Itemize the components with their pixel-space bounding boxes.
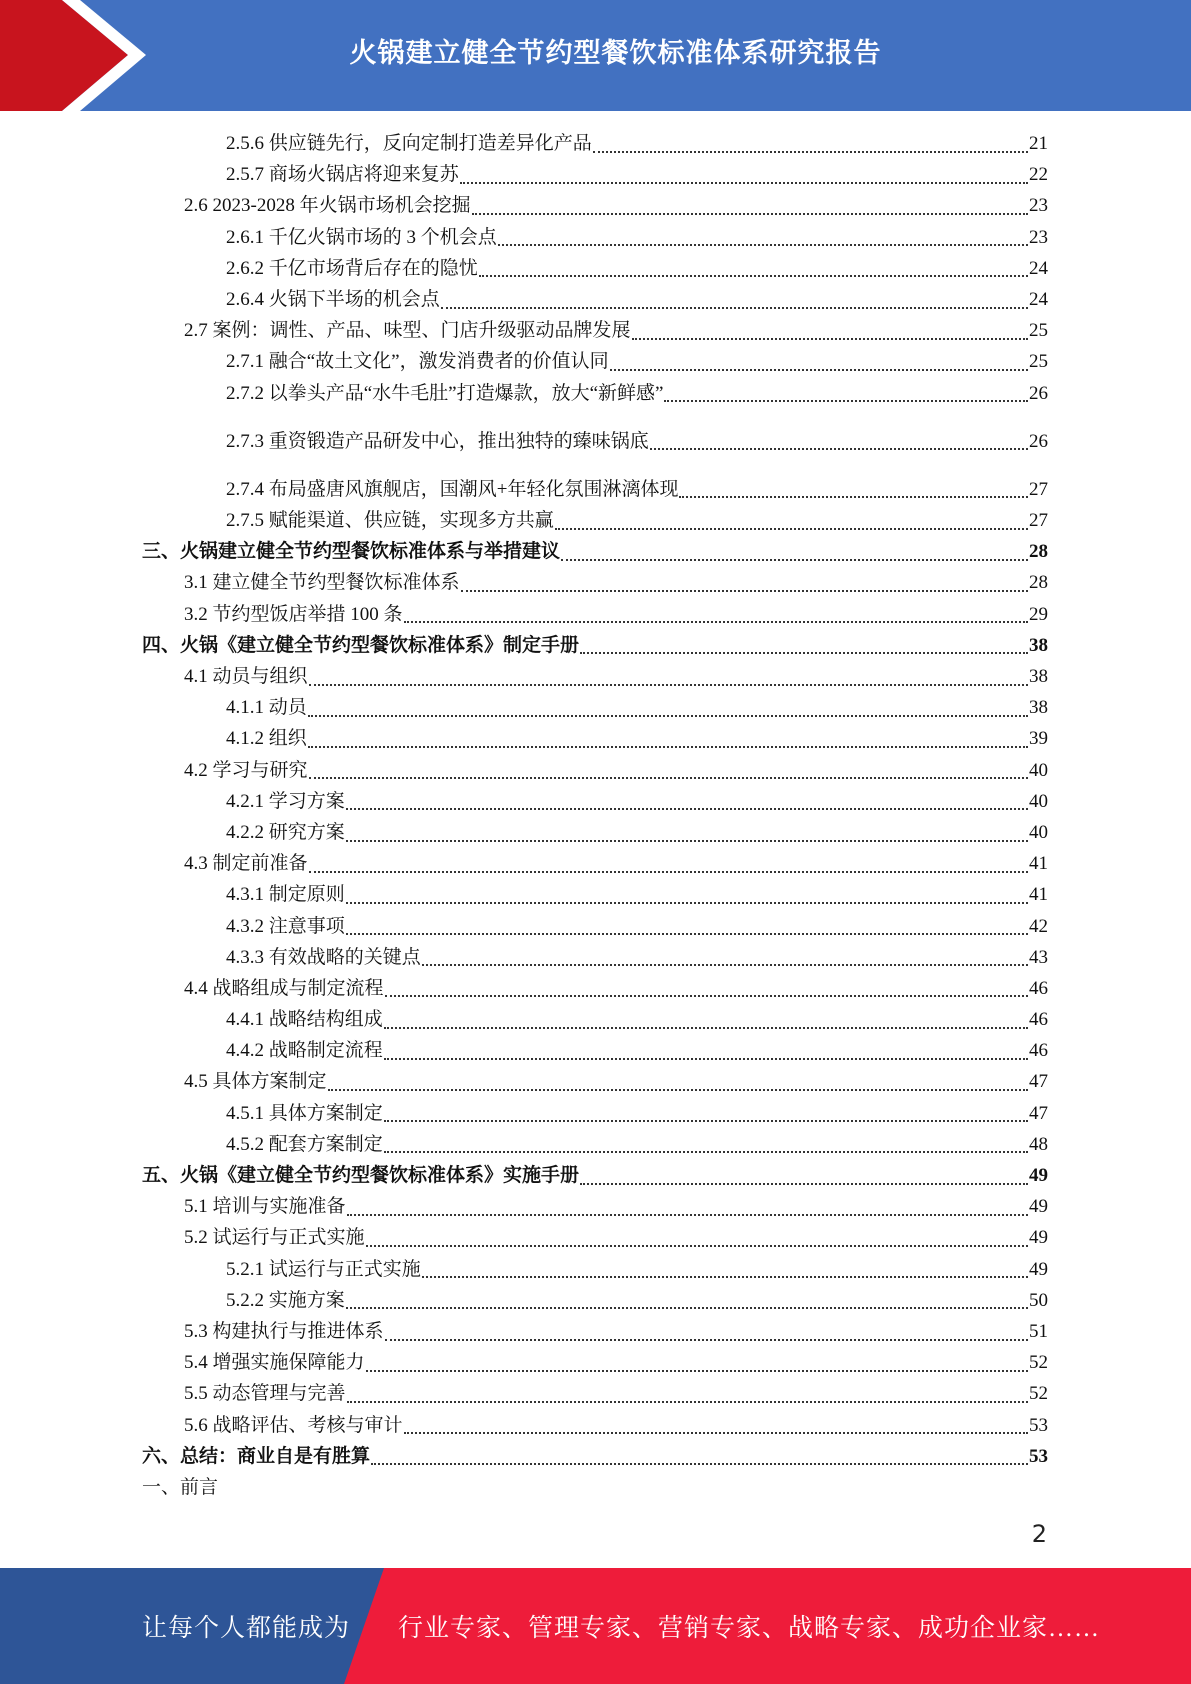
toc-entry-label: 4.3 制定前准备 bbox=[184, 853, 308, 875]
toc-entry-label: 4.3.3 有效战略的关键点 bbox=[226, 946, 421, 968]
toc-entry[interactable] bbox=[142, 253, 1048, 284]
toc-entry[interactable] bbox=[142, 159, 1048, 190]
toc-entry[interactable] bbox=[142, 911, 1048, 942]
toc-entry[interactable] bbox=[142, 1066, 1048, 1097]
toc-dot-leader bbox=[610, 369, 1028, 371]
toc-dot-leader bbox=[460, 182, 1028, 184]
toc-entry[interactable] bbox=[142, 536, 1048, 567]
toc-entry-page: 40 bbox=[1029, 759, 1048, 781]
toc-entry-label: 四、火锅《建立健全节约型餐饮标准体系》制定手册 bbox=[142, 634, 580, 656]
toc-entry-page: 49 bbox=[1029, 1227, 1048, 1249]
toc-entry-label: 4.4 战略组成与制定流程 bbox=[184, 977, 384, 999]
page-number: 2 bbox=[1031, 1520, 1047, 1548]
toc-entry[interactable] bbox=[142, 284, 1048, 315]
toc-entry-page: 38 bbox=[1029, 697, 1048, 719]
document-title: 火锅建立健全节约型餐饮标准体系研究报告 bbox=[349, 37, 882, 69]
toc-dot-leader bbox=[385, 995, 1028, 997]
toc-entry-page: 23 bbox=[1029, 195, 1048, 217]
toc-entry[interactable] bbox=[142, 599, 1048, 630]
toc-entry-page: 52 bbox=[1029, 1352, 1048, 1374]
toc-entry-page: 50 bbox=[1029, 1289, 1048, 1311]
toc-entry-page: 46 bbox=[1029, 1040, 1048, 1062]
page-header bbox=[0, 0, 1191, 111]
toc-entry-label: 2.7.5 赋能渠道、供应链，实现多方共赢 bbox=[226, 510, 554, 532]
toc-entry-page: 49 bbox=[1029, 1196, 1048, 1218]
toc-dot-leader bbox=[371, 1463, 1028, 1465]
toc-dot-leader bbox=[664, 400, 1028, 402]
toc-entry-label: 五、火锅《建立健全节约型餐饮标准体系》实施手册 bbox=[142, 1165, 580, 1186]
toc-entry[interactable] bbox=[142, 786, 1048, 817]
toc-dot-leader bbox=[472, 213, 1028, 215]
toc-entry-page: 49 bbox=[1029, 1258, 1048, 1280]
toc-entry-label: 4.5.1 具体方案制定 bbox=[226, 1102, 383, 1124]
toc-dot-leader bbox=[308, 746, 1028, 748]
toc-entry-page: 49 bbox=[1029, 1165, 1048, 1186]
toc-dot-leader bbox=[561, 559, 1028, 561]
toc-entry-label: 2.7.2 以拳头产品“水牛毛肚”打造爆款，放大“新鲜感” bbox=[226, 382, 664, 404]
toc-entry-label: 4.3.1 制定原则 bbox=[226, 884, 345, 906]
toc-dot-leader bbox=[422, 964, 1028, 966]
toc-dot-leader bbox=[650, 448, 1028, 450]
toc-entry[interactable] bbox=[142, 1254, 1048, 1285]
toc-dot-leader bbox=[347, 1214, 1028, 1216]
toc-entry[interactable] bbox=[142, 315, 1048, 346]
toc-entry-page: 29 bbox=[1029, 603, 1048, 625]
toc-entry-label: 2.6.1 千亿火锅市场的 3 个机会点 bbox=[226, 226, 497, 248]
toc-dot-leader bbox=[346, 933, 1028, 935]
toc-entry-page: 27 bbox=[1029, 478, 1048, 500]
toc-dot-leader bbox=[346, 1307, 1028, 1309]
toc-entry-label: 三、火锅建立健全节约型餐饮标准体系与举措建议 bbox=[142, 541, 561, 563]
toc-entry[interactable] bbox=[142, 567, 1048, 598]
toc-entry[interactable] bbox=[142, 1410, 1048, 1441]
toc-dot-leader bbox=[385, 1339, 1028, 1341]
toc-entry-label: 5.4 增强实施保障能力 bbox=[184, 1352, 365, 1374]
toc-entry-page: 52 bbox=[1029, 1383, 1048, 1405]
toc-entry[interactable] bbox=[142, 426, 1048, 457]
toc-entry-page: 46 bbox=[1029, 977, 1048, 999]
toc-entry[interactable] bbox=[142, 378, 1048, 409]
toc-dot-leader bbox=[309, 777, 1028, 779]
toc-entry[interactable] bbox=[142, 848, 1048, 879]
toc-entry-page: 28 bbox=[1029, 541, 1048, 563]
toc-entry-label: 4.3.2 注意事项 bbox=[226, 915, 345, 937]
section-heading-preface: 一、前言 bbox=[142, 1476, 219, 1498]
toc-entry[interactable] bbox=[142, 817, 1048, 848]
toc-entry[interactable] bbox=[142, 346, 1048, 377]
toc-entry-label: 2.6 2023-2028 年火锅市场机会挖掘 bbox=[184, 195, 471, 217]
toc-entry-page: 28 bbox=[1029, 572, 1048, 594]
toc-entry[interactable] bbox=[142, 474, 1048, 505]
toc-entry-label: 4.2 学习与研究 bbox=[184, 759, 308, 781]
toc-dot-leader bbox=[441, 307, 1028, 309]
toc-dot-leader bbox=[404, 621, 1028, 623]
toc-entry-label: 4.5.2 配套方案制定 bbox=[226, 1133, 383, 1155]
toc-entry-page: 40 bbox=[1029, 821, 1048, 843]
footer-slogan-left: 让每个人都能成为 bbox=[142, 1615, 351, 1642]
toc-entry-label: 5.6 战略评估、考核与审计 bbox=[184, 1414, 403, 1436]
toc-dot-leader bbox=[404, 1432, 1028, 1434]
toc-dot-leader bbox=[580, 1183, 1028, 1185]
toc-entry-label: 5.2.2 实施方案 bbox=[226, 1289, 345, 1311]
toc-entry-label: 5.2.1 试运行与正式实施 bbox=[226, 1258, 421, 1280]
toc-dot-leader bbox=[384, 1120, 1028, 1122]
toc-entry-label: 2.7.3 重资锻造产品研发中心，推出独特的臻味锅底 bbox=[226, 430, 649, 452]
toc-entry-label: 5.1 培训与实施准备 bbox=[184, 1196, 346, 1218]
toc-entry-label: 5.5 动态管理与完善 bbox=[184, 1383, 346, 1405]
toc-entry[interactable] bbox=[142, 1004, 1048, 1035]
toc-entry[interactable] bbox=[142, 1347, 1048, 1378]
table-of-contents bbox=[142, 128, 1048, 1503]
toc-entry-label: 2.6.2 千亿市场背后存在的隐忧 bbox=[226, 257, 478, 279]
toc-dot-leader bbox=[580, 652, 1028, 654]
toc-entry-page: 53 bbox=[1029, 1445, 1048, 1467]
toc-entry-label: 4.4.1 战略结构组成 bbox=[226, 1009, 383, 1031]
toc-dot-leader bbox=[308, 715, 1028, 717]
toc-dot-leader bbox=[498, 244, 1028, 246]
toc-dot-leader bbox=[309, 684, 1028, 686]
toc-entry[interactable] bbox=[142, 1441, 1048, 1472]
toc-entry-label: 2.5.7 商场火锅店将迎来复苏 bbox=[226, 164, 459, 186]
toc-entry-page: 51 bbox=[1029, 1320, 1048, 1342]
toc-entry-page: 27 bbox=[1029, 510, 1048, 532]
toc-dot-leader bbox=[366, 1370, 1028, 1372]
toc-entry-label: 2.5.6 供应链先行，反向定制打造差异化产品 bbox=[226, 133, 592, 154]
toc-entry[interactable] bbox=[142, 1378, 1048, 1409]
toc-entry-page: 43 bbox=[1029, 946, 1048, 968]
toc-entry[interactable] bbox=[142, 1191, 1048, 1222]
toc-entry-label: 4.5 具体方案制定 bbox=[184, 1071, 327, 1093]
toc-entry-label: 4.2.1 学习方案 bbox=[226, 790, 345, 812]
toc-dot-leader bbox=[309, 871, 1028, 873]
toc-entry-label: 3.2 节约型饭店举措 100 条 bbox=[184, 603, 403, 625]
toc-entry[interactable] bbox=[142, 879, 1048, 910]
toc-entry[interactable] bbox=[142, 1129, 1048, 1160]
toc-dot-leader bbox=[347, 1401, 1028, 1403]
toc-entry-page: 53 bbox=[1029, 1414, 1048, 1436]
toc-entry-page: 24 bbox=[1029, 288, 1048, 310]
toc-entry-label: 4.1 动员与组织 bbox=[184, 666, 308, 687]
toc-entry-page: 40 bbox=[1029, 790, 1048, 812]
toc-entry-page: 25 bbox=[1029, 320, 1048, 342]
toc-entry[interactable] bbox=[142, 1035, 1048, 1066]
toc-entry-page: 23 bbox=[1029, 226, 1048, 248]
toc-entry[interactable] bbox=[142, 1285, 1048, 1316]
toc-dot-leader bbox=[479, 275, 1028, 277]
toc-entry-page: 46 bbox=[1029, 1009, 1048, 1031]
toc-entry-page: 41 bbox=[1029, 884, 1048, 906]
toc-entry[interactable] bbox=[142, 1160, 1048, 1191]
toc-entry-label: 2.7.1 融合“故土文化”，激发消费者的价值认同 bbox=[226, 351, 609, 373]
toc-entry-page: 47 bbox=[1029, 1102, 1048, 1124]
toc-entry-label: 4.4.2 战略制定流程 bbox=[226, 1040, 383, 1062]
toc-entry-label: 4.1.1 动员 bbox=[226, 697, 307, 719]
toc-dot-leader bbox=[366, 1245, 1028, 1247]
toc-entry-page: 48 bbox=[1029, 1133, 1048, 1155]
toc-entry[interactable] bbox=[142, 128, 1048, 159]
toc-entry-page: 21 bbox=[1029, 133, 1048, 154]
toc-entry-page: 26 bbox=[1029, 382, 1048, 404]
toc-dot-leader bbox=[346, 808, 1028, 810]
toc-dot-leader bbox=[346, 902, 1028, 904]
toc-entry-page: 38 bbox=[1029, 634, 1048, 656]
toc-entry-page: 26 bbox=[1029, 430, 1048, 452]
toc-entry-label: 4.1.2 组织 bbox=[226, 728, 307, 750]
toc-entry-page: 41 bbox=[1029, 853, 1048, 875]
toc-entry[interactable] bbox=[142, 661, 1048, 692]
toc-entry[interactable] bbox=[142, 1222, 1048, 1253]
toc-dot-leader bbox=[328, 1089, 1028, 1091]
toc-entry-label: 2.7.4 布局盛唐风旗舰店，国潮风+年轻化氛围淋漓体现 bbox=[226, 478, 679, 500]
toc-dot-leader bbox=[384, 1027, 1028, 1029]
toc-entry[interactable] bbox=[142, 505, 1048, 536]
toc-entry-page: 47 bbox=[1029, 1071, 1048, 1093]
toc-entry-page: 42 bbox=[1029, 915, 1048, 937]
toc-dot-leader bbox=[461, 590, 1028, 592]
toc-dot-leader bbox=[679, 496, 1028, 498]
toc-dot-leader bbox=[632, 338, 1028, 340]
toc-entry[interactable] bbox=[142, 1316, 1048, 1347]
page-footer bbox=[0, 1568, 1191, 1684]
toc-dot-leader bbox=[346, 840, 1028, 842]
toc-entry-page: 22 bbox=[1029, 164, 1048, 186]
toc-entry-label: 5.3 构建执行与推进体系 bbox=[184, 1320, 384, 1342]
toc-dot-leader bbox=[555, 528, 1028, 530]
toc-entry-label: 5.2 试运行与正式实施 bbox=[184, 1227, 365, 1249]
toc-entry[interactable] bbox=[142, 755, 1048, 786]
toc-entry[interactable] bbox=[142, 190, 1048, 221]
toc-entry-page: 24 bbox=[1029, 257, 1048, 279]
toc-entry[interactable] bbox=[142, 723, 1048, 754]
toc-entry[interactable] bbox=[142, 1098, 1048, 1129]
footer-slogan-right: 行业专家、管理专家、营销专家、战略专家、成功企业家…… bbox=[398, 1615, 1101, 1642]
toc-dot-leader bbox=[384, 1151, 1028, 1153]
toc-entry[interactable] bbox=[142, 630, 1048, 661]
toc-dot-leader bbox=[422, 1276, 1028, 1278]
toc-entry-label: 4.2.2 研究方案 bbox=[226, 821, 345, 843]
toc-dot-leader bbox=[384, 1058, 1028, 1060]
toc-entry[interactable] bbox=[142, 692, 1048, 723]
toc-entry-page: 39 bbox=[1029, 728, 1048, 750]
toc-entry[interactable] bbox=[142, 973, 1048, 1004]
toc-entry-page: 38 bbox=[1029, 666, 1048, 687]
toc-entry-label: 2.6.4 火锅下半场的机会点 bbox=[226, 288, 440, 310]
toc-entry-label: 3.1 建立健全节约型餐饮标准体系 bbox=[184, 572, 460, 594]
toc-dot-leader bbox=[593, 151, 1028, 153]
toc-entry-label: 六、总结：商业自是有胜算 bbox=[142, 1445, 371, 1467]
toc-entry-label: 2.7 案例：调性、产品、味型、门店升级驱动品牌发展 bbox=[184, 320, 631, 342]
toc-entry-page: 25 bbox=[1029, 351, 1048, 373]
toc-entry[interactable] bbox=[142, 222, 1048, 253]
toc-entry[interactable] bbox=[142, 942, 1048, 973]
